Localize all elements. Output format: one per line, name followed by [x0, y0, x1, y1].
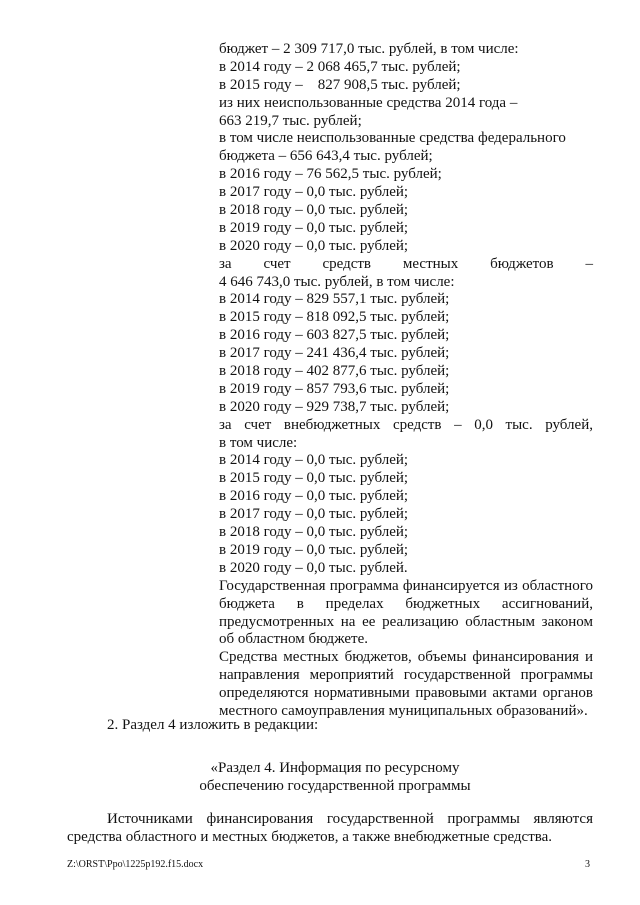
text-line: из них неиспользованные средства 2014 года –: [219, 94, 518, 111]
word: средств: [392, 416, 442, 433]
text-line: в 2020 году – 0,0 тыс. рублей.: [219, 559, 408, 576]
word: государственной: [326, 811, 434, 827]
closing-paragraph: [107, 810, 593, 828]
word: средств: [322, 255, 372, 272]
word: за: [219, 416, 232, 433]
text-line: 4 646 743,0 тыс. рублей, в том числе:: [219, 273, 455, 290]
financing-paragraph: Государственная программа финансируется из областного бюджета в пределах бюджетных ассигнований, предусмотренных на ее реализацию областным законом об областном бюджете.: [219, 577, 593, 648]
text-line: в 2015 году – 0,0 тыс. рублей;: [219, 470, 409, 487]
file-path: Z:\ORST\Ppo\1225p192.f15.docx: [67, 859, 204, 870]
text-line: в 2019 году – 0,0 тыс. рублей;: [219, 541, 409, 558]
text-line: в том числе неиспользованные средства федерального: [219, 130, 566, 147]
word: бюджетов: [490, 255, 554, 272]
word: счет: [263, 255, 291, 272]
text-line: в 2020 году – 929 738,7 тыс. рублей;: [219, 398, 450, 415]
section-title-line: «Раздел 4. Информация по ресурсному: [210, 760, 460, 776]
text-line: в 2014 году – 2 068 465,7 тыс. рублей;: [219, 58, 461, 75]
closing-line-justified: [107, 810, 593, 828]
word: –: [585, 255, 593, 272]
word: внебюджетных: [283, 416, 381, 433]
text-line: в 2015 году – 827 908,5 тыс. рублей;: [219, 76, 461, 93]
closing-line: средства областного и местных бюджетов, а также внебюджетные средства.: [67, 829, 553, 845]
text-line: в 2018 году – 0,0 тыс. рублей;: [219, 202, 409, 219]
section-title: [80, 759, 590, 795]
word: местных: [402, 255, 459, 272]
word: тыс.: [505, 416, 533, 433]
word: 0,0: [474, 416, 493, 433]
text-line: в 2020 году – 0,0 тыс. рублей;: [219, 237, 409, 254]
section-title-line: обеспечению государственной программы: [199, 778, 471, 794]
text-line: в 2017 году – 241 436,4 тыс. рублей;: [219, 345, 450, 362]
text-line: в 2016 году – 0,0 тыс. рублей;: [219, 488, 409, 505]
word: счет: [244, 416, 272, 433]
word: за: [219, 255, 232, 272]
text-line: в 2016 году – 76 562,5 тыс. рублей;: [219, 166, 442, 183]
text-line: в 2018 году – 402 877,6 тыс. рублей;: [219, 363, 450, 380]
text-line: в 2014 году – 829 557,1 тыс. рублей;: [219, 291, 450, 308]
text-line: в том числе:: [219, 434, 298, 451]
text-line: в 2019 году – 857 793,6 тыс. рублей;: [219, 380, 450, 397]
text-line: в 2018 году – 0,0 тыс. рублей;: [219, 524, 409, 541]
page-number: 3: [585, 859, 590, 870]
offbudget-line: [219, 417, 593, 435]
word: рублей,: [545, 416, 593, 433]
local-budgets-paragraph: Средства местных бюджетов, объемы финансирования и направления мероприятий государственной программы определяются нормативными правовыми актами органов местного самоуправления муниципальных образований».: [219, 649, 593, 720]
local-budget-line: [219, 256, 593, 274]
text-line: в 2015 году – 818 092,5 тыс. рублей;: [219, 309, 450, 326]
text-line: в 2017 году – 0,0 тыс. рублей;: [219, 506, 409, 523]
text-line: в 2019 году – 0,0 тыс. рублей;: [219, 219, 409, 236]
text-line: в 2017 году – 0,0 тыс. рублей;: [219, 184, 409, 201]
word: финансирования: [206, 811, 314, 827]
funding-text-block: [219, 41, 593, 721]
section-item-2: 2. Раздел 4 изложить в редакции:: [107, 717, 319, 733]
text-line: бюджет – 2 309 717,0 тыс. рублей, в том числе:: [219, 41, 519, 57]
text-line: бюджета – 656 643,4 тыс. рублей;: [219, 148, 433, 165]
word: являются: [533, 811, 593, 827]
text-line: 663 219,7 тыс. рублей;: [219, 112, 362, 129]
word: –: [454, 416, 462, 433]
text-line: в 2014 году – 0,0 тыс. рублей;: [219, 452, 409, 469]
word: программы: [447, 811, 520, 827]
text-line: в 2016 году – 603 827,5 тыс. рублей;: [219, 327, 450, 344]
word: Источниками: [107, 811, 193, 827]
